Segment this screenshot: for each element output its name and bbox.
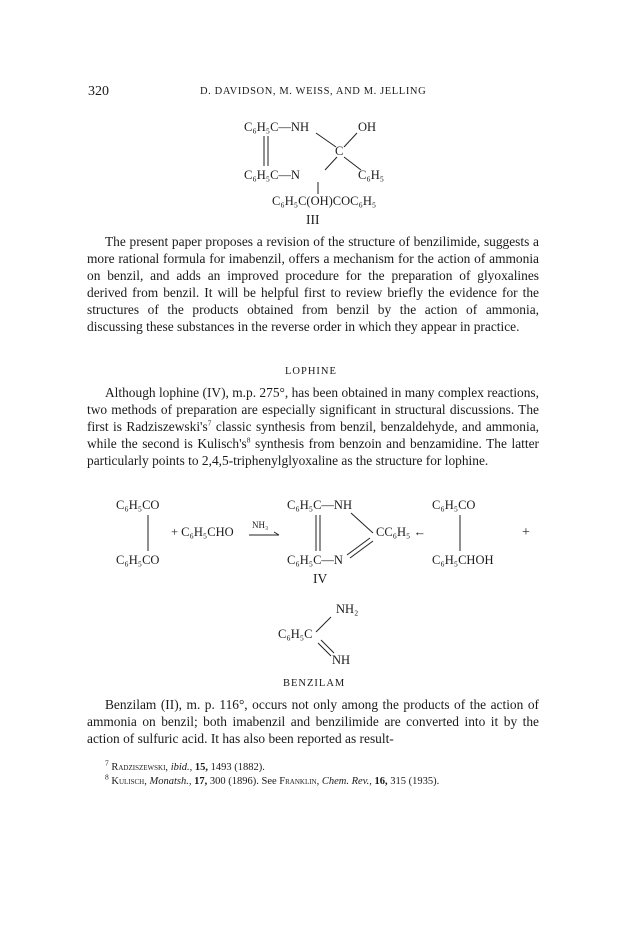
bond-amidine-nh-a xyxy=(318,643,331,656)
footnote-ref-8: 8 xyxy=(246,435,251,445)
footnote-8-volume2: 16, xyxy=(374,776,388,787)
amidine-nh2: NH₂ xyxy=(336,602,359,616)
lophine-right: CC₆H₅ ← xyxy=(376,525,427,539)
footnote-8-rest2: 315 (1935). xyxy=(390,776,440,787)
bond-iv-c-n-b xyxy=(347,538,370,555)
footnote-8-source2: Chem. Rev., xyxy=(321,776,372,787)
struct-iii-c6h5: C₆H₅ xyxy=(358,168,385,182)
amidine-nh: NH xyxy=(332,653,351,667)
footnote-7-source: ibid., xyxy=(170,762,193,773)
struct-iii-c: C xyxy=(335,144,344,158)
bond-iv-c-n-a xyxy=(350,541,373,558)
lophine-bottom: C₆H₅C—N xyxy=(287,553,343,567)
page-number: 320 xyxy=(88,84,109,99)
bond-iii-nh-c xyxy=(316,133,336,147)
bond-iii-c-ph xyxy=(344,157,361,170)
struct-iii-label: III xyxy=(306,212,320,227)
benzilam-paragraph: Benzilam (II), m. p. 116°, occurs not only among the products of the action of ammonia on benzil; both imabenzil and benzilimide are converted into it by the action of sulfuric acid. It has also been reported as result- xyxy=(87,697,539,746)
footnote-8-author2: Franklin, xyxy=(279,776,320,787)
footnote-8-rest: 300 (1896). See xyxy=(209,776,277,787)
struct-iii-c6h5c-n: C₆H₅C—N xyxy=(244,168,300,182)
amidine-c: C₆H₅C xyxy=(278,627,313,641)
benzoin-top: C₆H₅CO xyxy=(432,498,476,512)
bond-amidine-nh-b xyxy=(321,640,334,653)
lophine-top: C₆H₅C—NH xyxy=(287,498,352,512)
bond-amidine-nh2 xyxy=(316,617,331,632)
lophine-text-3: synthesis from benzoin and benzamidine. The latter particularly points to 2,4,5-triphenylglyoxaline as the structure for lophine. xyxy=(87,435,539,468)
intro-paragraph: The present paper proposes a revision of the structure of benzilimide, suggests a more rational formula for imabenzil, offers a mechanism for the action of ammonia on benzil, and adds an improved procedure for the preparation of glyoxalines derived from benzil. It will be helpful first to review briefly the evidence for the structures of the products obtained from benzil by the action of ammonia, discussing these substances in the reverse order in which they appear in practice. xyxy=(87,234,539,334)
footnote-8-author: Kulisch, xyxy=(111,776,147,787)
footnote-ref-7: 7 xyxy=(207,418,212,428)
plus-sign: + xyxy=(522,525,530,540)
benzilam-heading: BENZILAM xyxy=(283,678,346,689)
lophine-text-1: Although lophine (IV), m.p. 275°, has been obtained in many complex reactions, two methods of preparation are especially significant in structural discussions. The first is Radziszewski's xyxy=(87,385,539,434)
label-iv: IV xyxy=(313,571,328,586)
struct-iii-oh: OH xyxy=(358,120,377,134)
lophine-paragraph xyxy=(87,385,539,470)
footnote-8: $^8$ Kulisch, Monatsh., 17, 300 (1896). See Franklin, Chem. Rev., 16, 315 (1935). xyxy=(105,772,440,787)
benzoin-bottom: C₆H₅CHOH xyxy=(432,553,494,567)
bond-iii-c-oh xyxy=(344,133,357,147)
footnote-7: $^7$ Radziszewski, ibid., 15, 1493 (1882). xyxy=(105,758,265,773)
footnote-7-rest: 1493 (1882). xyxy=(210,762,265,773)
benzil-bottom: C₆H₅CO xyxy=(116,553,160,567)
footnote-7-volume: 15, xyxy=(194,762,209,773)
struct-iii-substituent: C₆H₅C(OH)COC₆H₅ xyxy=(272,194,377,208)
bond-iii-c-n xyxy=(325,157,337,170)
struct-iii-c6h5c-nh: C₆H₅C—NH xyxy=(244,120,309,134)
lophine-heading: LOPHINE xyxy=(285,366,337,377)
bond-iv-nh-c xyxy=(351,513,373,533)
lophine-text-2: classic synthesis from benzil, benzaldehyde, and ammonia, while the second is Kulisch's xyxy=(87,418,539,451)
footnote-8-volume: 17, xyxy=(194,776,208,787)
benzil-top: C₆H₅CO xyxy=(116,498,160,512)
plus-benzaldehyde: + C₆H₅CHO xyxy=(171,525,234,539)
footnote-8-source: Monatsh., xyxy=(149,776,192,787)
footnote-7-author: Radziszewski, xyxy=(111,762,169,773)
nh3-label: NH₃ xyxy=(252,520,269,530)
running-head: D. DAVIDSON, M. WEISS, AND M. JELLING xyxy=(200,86,427,97)
